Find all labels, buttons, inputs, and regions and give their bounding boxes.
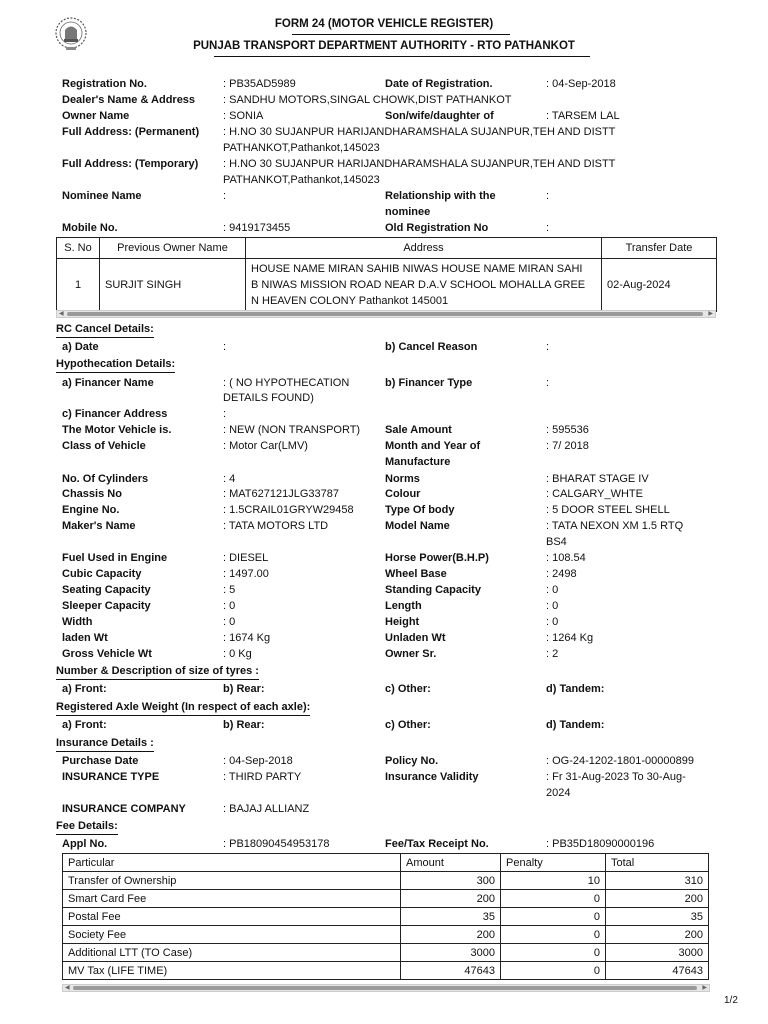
- chassis-label: Chassis No: [62, 488, 122, 500]
- authority-underline: [214, 56, 590, 57]
- owner-address-line: B NIWAS MISSION ROAD NEAR D.A.V SCHOOL MOHALLA GREE: [251, 279, 586, 291]
- previous-owners-table: [56, 237, 717, 312]
- insurance-company-value: : BAJAJ ALLIANZ: [223, 803, 310, 815]
- fee-total: 200: [606, 926, 709, 944]
- financer-type-value: :: [546, 377, 550, 389]
- appl-no-label: Appl No.: [62, 838, 108, 850]
- mobile-value: : 9419173455: [223, 222, 291, 234]
- laden-weight-value: : 1674 Kg: [223, 632, 271, 644]
- seating-value: : 5: [223, 584, 236, 596]
- table-row: [63, 962, 709, 980]
- fee-table-scrollbar[interactable]: [62, 984, 710, 992]
- fee-total: 35: [606, 908, 709, 926]
- fuel-label: Fuel Used in Engine: [62, 552, 168, 564]
- axle-tandem-label: d) Tandem:: [546, 719, 605, 731]
- axle-heading: Registered Axle Weight (In respect of each axle):: [56, 701, 310, 716]
- insurance-company-label: INSURANCE COMPANY: [62, 803, 186, 815]
- gross-weight-label: Gross Vehicle Wt: [62, 648, 152, 660]
- axle-other-label: c) Other:: [385, 719, 431, 731]
- scroll-right-arrow-icon[interactable]: ▶: [702, 985, 707, 991]
- owner-transfer-date: 02-Aug-2024: [602, 259, 717, 312]
- colour-value: : CALGARY_WHTE: [546, 488, 643, 500]
- receipt-no-value: : PB35D18090000196: [546, 838, 655, 850]
- owners-header-transfer-date: Transfer Date: [602, 238, 717, 259]
- cylinders-value: : 4: [223, 473, 236, 485]
- purchase-date-label: Purchase Date: [62, 755, 139, 767]
- temp-address-label: Full Address: (Temporary): [62, 158, 199, 170]
- purchase-date-value: : 04-Sep-2018: [223, 755, 293, 767]
- length-label: Length: [385, 600, 422, 612]
- owners-header-name: Previous Owner Name: [100, 238, 246, 259]
- nominee-relation-label-1: Relationship with the: [385, 190, 496, 202]
- owner-name: SURJIT SINGH: [100, 259, 246, 312]
- gross-weight-value: : 0 Kg: [223, 648, 252, 660]
- fee-particular: Additional LTT (TO Case): [63, 944, 401, 962]
- width-value: : 0: [223, 616, 236, 628]
- sale-amount-label: Sale Amount: [385, 424, 452, 436]
- height-label: Height: [385, 616, 420, 628]
- reg-date-label: Date of Registration.: [385, 78, 493, 90]
- reg-no-value: : PB35AD5989: [223, 78, 296, 90]
- insurance-validity-label: Insurance Validity: [385, 771, 479, 783]
- authority-title: PUNJAB TRANSPORT DEPARTMENT AUTHORITY - RTO PATHANKOT: [193, 40, 575, 52]
- standing-value: : 0: [546, 584, 559, 596]
- cancel-date-value: :: [223, 341, 227, 353]
- sleeper-value: : 0: [223, 600, 236, 612]
- reg-no-label: Registration No.: [62, 78, 147, 90]
- maker-value: : TATA MOTORS LTD: [223, 520, 329, 532]
- owner-label: Owner Name: [62, 110, 130, 122]
- maker-label: Maker's Name: [62, 520, 136, 532]
- engine-label: Engine No.: [62, 504, 120, 516]
- owners-header-address: Address: [246, 238, 602, 259]
- fee-amount: 3000: [401, 944, 501, 962]
- temp-address-line2: PATHANKOT,Pathankot,145023: [223, 174, 380, 186]
- height-value: : 0: [546, 616, 559, 628]
- title-underline: [292, 34, 510, 35]
- table-row: [57, 259, 717, 312]
- fee-total: 200: [606, 890, 709, 908]
- owner-address-line: N HEAVEN COLONY Pathankot 145001: [251, 295, 449, 307]
- owners-table-scrollbar[interactable]: [56, 310, 716, 318]
- perm-address-line2: PATHANKOT,Pathankot,145023: [223, 142, 380, 154]
- mobile-label: Mobile No.: [62, 222, 118, 234]
- fee-amount: 47643: [401, 962, 501, 980]
- chassis-value: : MAT627121JLG33787: [223, 488, 339, 500]
- cancel-reason-label: b) Cancel Reason: [385, 341, 478, 353]
- cancel-date-label: a) Date: [62, 341, 99, 353]
- fee-particular: Postal Fee: [63, 908, 401, 926]
- nominee-relation-value: :: [546, 190, 550, 202]
- temp-address-line1: : H.NO 30 SUJANPUR HARIJANDHARAMSHALA SUJANPUR,TEH AND DISTT: [223, 158, 616, 170]
- model-label: Model Name: [385, 520, 450, 532]
- fee-header-particular: Particular: [63, 854, 401, 872]
- perm-address-label: Full Address: (Permanent): [62, 126, 200, 138]
- insurance-type-value: : THIRD PARTY: [223, 771, 302, 783]
- fee-particular: Transfer of Ownership: [63, 872, 401, 890]
- width-label: Width: [62, 616, 93, 628]
- fee-total: 47643: [606, 962, 709, 980]
- motor-vehicle-value: : NEW (NON TRANSPORT): [223, 424, 361, 436]
- table-row: [63, 944, 709, 962]
- scrollbar-thumb[interactable]: [67, 312, 703, 316]
- laden-weight-label: laden Wt: [62, 632, 108, 644]
- fee-table: [62, 853, 709, 980]
- perm-address-line1: : H.NO 30 SUJANPUR HARIJANDHARAMSHALA SUJANPUR,TEH AND DISTT: [223, 126, 616, 138]
- dealer-label: Dealer's Name & Address: [62, 94, 196, 106]
- cubic-capacity-value: : 1497.00: [223, 568, 269, 580]
- financer-name-label: a) Financer Name: [62, 377, 154, 389]
- horse-power-label: Horse Power(B.H.P): [385, 552, 489, 564]
- table-row: [63, 908, 709, 926]
- table-row: [63, 890, 709, 908]
- old-reg-value: :: [546, 222, 550, 234]
- body-type-label: Type Of body: [385, 504, 455, 516]
- owners-header-sno: S. No: [57, 238, 100, 259]
- table-row: [63, 926, 709, 944]
- fee-particular: Smart Card Fee: [63, 890, 401, 908]
- scroll-left-arrow-icon[interactable]: ◀: [65, 985, 70, 991]
- fee-penalty: 10: [501, 872, 606, 890]
- standing-label: Standing Capacity: [385, 584, 481, 596]
- insurance-validity-line1: : Fr 31-Aug-2023 To 30-Aug-: [546, 771, 686, 783]
- financer-address-value: :: [223, 408, 227, 420]
- vehicle-class-label: Class of Vehicle: [62, 440, 146, 452]
- fee-amount: 35: [401, 908, 501, 926]
- appl-no-value: : PB18090454953178: [223, 838, 330, 850]
- scroll-right-arrow-icon[interactable]: ▶: [708, 311, 713, 317]
- relation-label: Son/wife/daughter of: [385, 110, 494, 122]
- tyre-rear-label: b) Rear:: [223, 683, 265, 695]
- horse-power-value: : 108.54: [546, 552, 586, 564]
- body-type-value: : 5 DOOR STEEL SHELL: [546, 504, 670, 516]
- fuel-value: : DIESEL: [223, 552, 269, 564]
- insurance-type-label: INSURANCE TYPE: [62, 771, 160, 783]
- scroll-left-arrow-icon[interactable]: ◀: [59, 311, 64, 317]
- reg-date-value: : 04-Sep-2018: [546, 78, 616, 90]
- fee-penalty: 0: [501, 962, 606, 980]
- fee-penalty: 0: [501, 944, 606, 962]
- dealer-value: : SANDHU MOTORS,SINGAL CHOWK,DIST PATHANKOT: [223, 94, 512, 106]
- financer-name-line1: : ( NO HYPOTHECATION: [223, 377, 350, 389]
- relation-value: : TARSEM LAL: [546, 110, 620, 122]
- tyre-tandem-label: d) Tandem:: [546, 683, 605, 695]
- insurance-heading: Insurance Details :: [56, 737, 154, 752]
- wheel-base-value: : 2498: [546, 568, 577, 580]
- owner-address: [246, 259, 602, 312]
- manufacture-value: : 7/ 2018: [546, 440, 589, 452]
- fee-heading: Fee Details:: [56, 820, 118, 835]
- fee-penalty: 0: [501, 926, 606, 944]
- wheel-base-label: Wheel Base: [385, 568, 447, 580]
- financer-type-label: b) Financer Type: [385, 377, 473, 389]
- unladen-weight-value: : 1264 Kg: [546, 632, 594, 644]
- cylinders-label: No. Of Cylinders: [62, 473, 149, 485]
- cancel-reason-value: :: [546, 341, 550, 353]
- insurance-validity-line2: 2024: [546, 787, 571, 799]
- form-title: FORM 24 (MOTOR VEHICLE REGISTER): [274, 18, 494, 30]
- axle-front-label: a) Front:: [62, 719, 107, 731]
- engine-value: : 1.5CRAIL01GRYW29458: [223, 504, 354, 516]
- colour-label: Colour: [385, 488, 421, 500]
- model-value-line1: : TATA NEXON XM 1.5 RTQ: [546, 520, 684, 532]
- unladen-weight-label: Unladen Wt: [385, 632, 446, 644]
- fee-particular: Society Fee: [63, 926, 401, 944]
- owner-serial-value: : 2: [546, 648, 559, 660]
- table-row: [63, 872, 709, 890]
- owner-address-line: HOUSE NAME MIRAN SAHIB NIWAS HOUSE NAME MIRAN SAHI: [251, 263, 583, 275]
- fee-header-total: Total: [606, 854, 709, 872]
- financer-name-line2: DETAILS FOUND): [223, 392, 314, 404]
- tyre-front-label: a) Front:: [62, 683, 107, 695]
- sale-amount-value: : 595536: [546, 424, 589, 436]
- fee-header-penalty: Penalty: [501, 854, 606, 872]
- scrollbar-thumb[interactable]: [73, 986, 697, 990]
- page-number: 1/2: [724, 995, 738, 1006]
- vehicle-class-value: : Motor Car(LMV): [223, 440, 308, 452]
- fee-amount: 200: [401, 926, 501, 944]
- rc-cancel-heading: RC Cancel Details:: [56, 323, 154, 338]
- axle-rear-label: b) Rear:: [223, 719, 265, 731]
- tyre-other-label: c) Other:: [385, 683, 431, 695]
- old-reg-label: Old Registration No: [385, 222, 489, 234]
- fee-total: 310: [606, 872, 709, 890]
- tyres-heading: Number & Description of size of tyres :: [56, 665, 259, 680]
- nominee-label: Nominee Name: [62, 190, 142, 202]
- fee-penalty: 0: [501, 908, 606, 926]
- cubic-capacity-label: Cubic Capacity: [62, 568, 142, 580]
- fee-amount: 300: [401, 872, 501, 890]
- nominee-value: :: [223, 190, 227, 202]
- seating-label: Seating Capacity: [62, 584, 151, 596]
- motor-vehicle-label: The Motor Vehicle is.: [62, 424, 172, 436]
- owner-serial-label: Owner Sr.: [385, 648, 437, 660]
- nominee-relation-label-2: nominee: [385, 206, 431, 218]
- fee-header-amount: Amount: [401, 854, 501, 872]
- hypothecation-heading: Hypothecation Details:: [56, 358, 175, 373]
- sleeper-label: Sleeper Capacity: [62, 600, 151, 612]
- norms-value: : BHARAT STAGE IV: [546, 473, 649, 485]
- fee-particular: MV Tax (LIFE TIME): [63, 962, 401, 980]
- policy-no-label: Policy No.: [385, 755, 439, 767]
- owner-sno: 1: [57, 259, 100, 312]
- owner-value: : SONIA: [223, 110, 264, 122]
- manufacture-label-2: Manufacture: [385, 456, 451, 468]
- fee-total: 3000: [606, 944, 709, 962]
- length-value: : 0: [546, 600, 559, 612]
- norms-label: Norms: [385, 473, 420, 485]
- financer-address-label: c) Financer Address: [62, 408, 168, 420]
- fee-penalty: 0: [501, 890, 606, 908]
- policy-no-value: : OG-24-1202-1801-00000899: [546, 755, 694, 767]
- model-value-line2: BS4: [546, 536, 567, 548]
- receipt-no-label: Fee/Tax Receipt No.: [385, 838, 489, 850]
- manufacture-label-1: Month and Year of: [385, 440, 481, 452]
- fee-amount: 200: [401, 890, 501, 908]
